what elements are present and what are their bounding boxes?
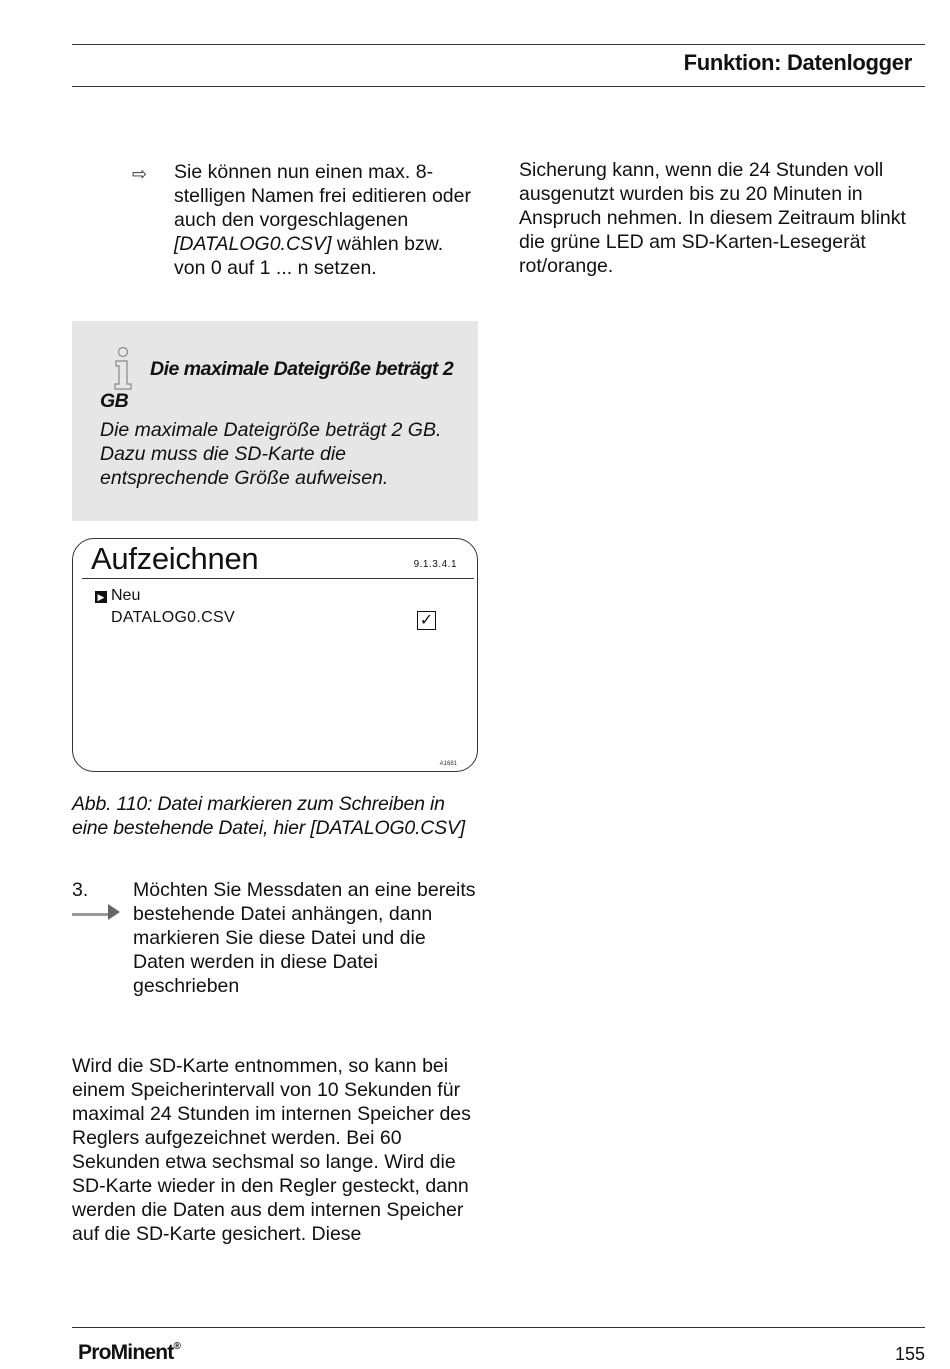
step-arrow-icon — [72, 902, 122, 924]
screen-menu-code: 9.1.3.4.1 — [413, 559, 457, 570]
result-item — [132, 160, 472, 280]
figure-caption: Abb. 110: Datei markieren zum Schreiben in eine bestehende Datei, hier [DATALOG0.CSV] — [72, 793, 466, 839]
header-bottom-rule — [72, 86, 925, 87]
screen-divider — [82, 578, 474, 579]
step-number: 3. — [72, 879, 89, 901]
body-paragraph-continued: Sicherung kann, wenn die 24 Stunden voll ausgenutzt wurden bis zu 20 Minuten in Anspruch nehmen. In diesem Zeitraum blinkt die grüne LED am SD-Karten-Lesegerät rot/orange. — [519, 159, 906, 277]
step-item — [72, 878, 478, 998]
step-text: Möchten Sie Messdaten an eine bereits bestehende Datei anhängen, dann markieren Sie diese Datei und die Daten werden in diese Datei geschrieben — [133, 879, 476, 997]
screen-title: Aufzeichnen — [91, 541, 259, 576]
result-arrow-icon: ⇨ — [132, 164, 148, 184]
checkbox-checked-icon[interactable]: ✓ — [417, 611, 436, 630]
device-screen — [72, 538, 478, 772]
result-text: Sie können nun einen max. 8-stelligen Namen frei editieren oder auch den vorgeschlagenen [DATALOG0.CSV] wählen bzw. von 0 auf 1 ... n setzen. — [174, 161, 471, 279]
right-column — [519, 158, 929, 278]
info-title: Die maximale Dateigröße beträgt 2 GB — [100, 358, 454, 412]
footer-rule — [72, 1327, 925, 1328]
selection-marker-icon: ▶ — [95, 591, 107, 603]
screen-item-new[interactable]: ▶ Neu — [95, 587, 140, 605]
header-top-rule — [72, 44, 925, 45]
screen-item-file[interactable]: DATALOG0.CSV — [111, 609, 235, 626]
page-number: 155 — [894, 1344, 925, 1364]
figure-reference: A1681 — [439, 761, 457, 767]
body-paragraph: Wird die SD-Karte entnommen, so kann bei einem Speicherintervall von 10 Sekunden für maximal 24 Stunden im internen Speicher des Reglers aufgezeichnet werden. Bei 60 Sekunden etwa sechsmal so lange. Wird die SD-Karte wieder in den Regler gesteckt, dann werden die Daten aus dem internen Speicher auf die SD-Karte gesichert. Diese — [72, 1055, 471, 1245]
page-header-title: Funktion: Datenlogger — [683, 50, 912, 75]
prominent-logo: ProMinent® — [78, 1341, 181, 1364]
info-body: Die maximale Dateigröße beträgt 2 GB. Dazu muss die SD-Karte die entsprechende Größe aufweisen. — [100, 419, 442, 489]
info-box — [72, 321, 478, 521]
